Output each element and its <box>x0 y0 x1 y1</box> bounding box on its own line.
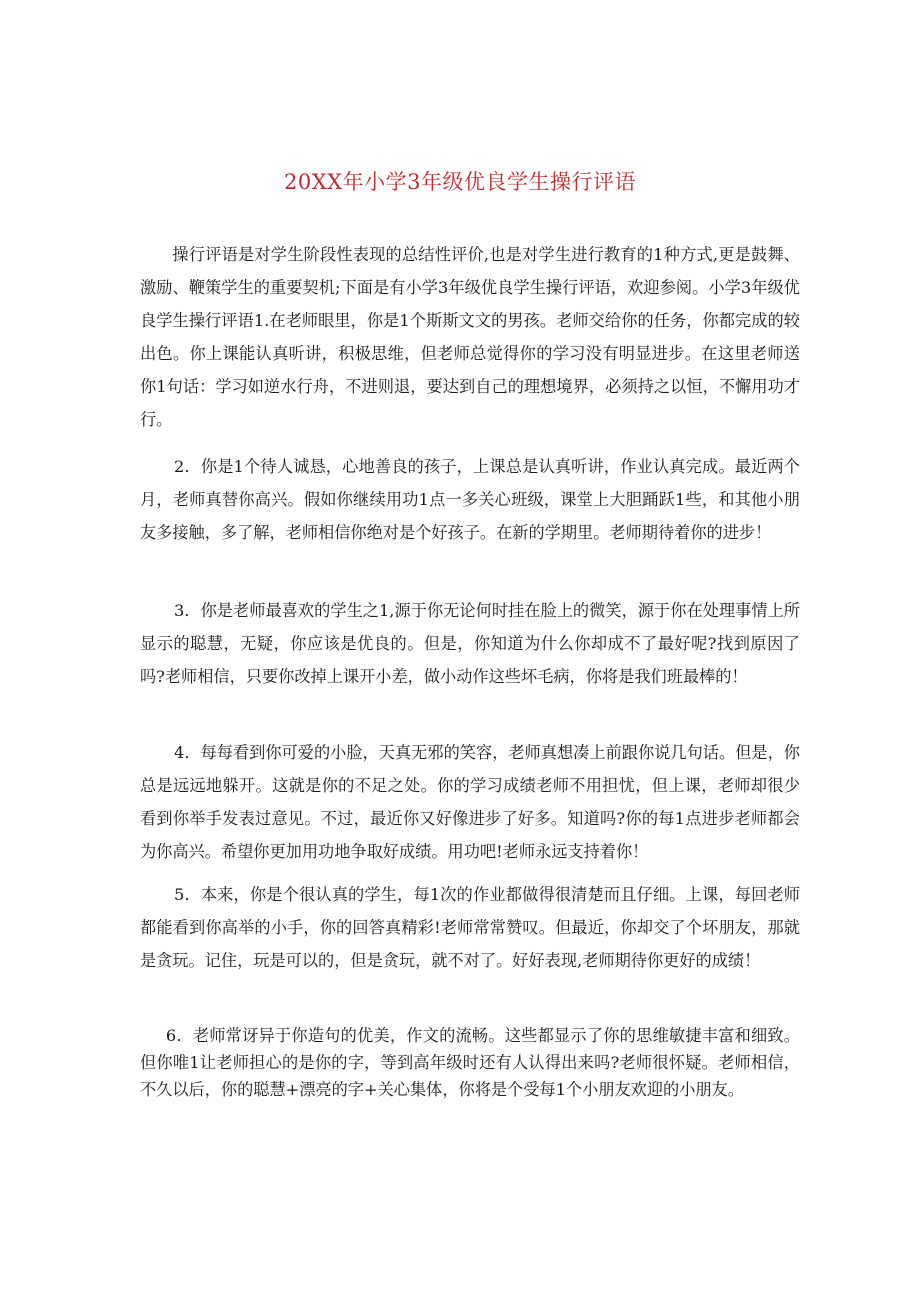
paragraph-intro: 操行评语是对学生阶段性表现的总结性评价,也是对学生进行教育的1种方式,更是鼓舞、激励、鞭策学生的重要契机;下面是有小学3年级优良学生操行评语，欢迎参阅。小学3年级优良学生操行评语1.在老师眼里，你是1个斯斯文文的男孩。老师交给你的任务，你都完成的较出色。你上课能认真听讲，积极思维，但老师总觉得你的学习没有明显进步。在这里老师送你1句话：学习如逆水行舟，不进则退，要达到自己的理想境界，必须持之以恒，不懈用功才行。 <box>140 245 800 429</box>
paragraph-comment-3: 3．你是老师最喜欢的学生之1,源于你无论何时挂在脸上的微笑，源于你在处理事情上所显示的聪慧，无疑，你应该是优良的。但是，你知道为什么你却成不了最好呢?找到原因了吗?老师相信，只要你改掉上课开小差，做小动作这些坏毛病，你将是我们班最棒的！ <box>140 601 800 686</box>
paragraph-comment-5: 5．本来，你是个很认真的学生，每1次的作业都做得很清楚而且仔细。上课，每回老师都能看到你高举的小手，你的回答真精彩!老师常常赞叹。但最近，你却交了个坏朋友，那就是贪玩。记住，玩是可以的，但是贪玩，就不对了。好好表现,老师期待你更好的成绩！ <box>140 885 800 970</box>
paragraph-comment-4: 4．每每看到你可爱的小脸，天真无邪的笑容，老师真想凑上前跟你说几句话。但是，你总是远远地躲开。这就是你的不足之处。你的学习成绩老师不用担忧，但上课，老师却很少看到你举手发表过意见。不过，最近你又好像进步了好多。知道吗?你的每1点进步老师都会为你高兴。希望你更加用功地争取好成绩。用功吧!老师永远支持着你！ <box>140 743 800 861</box>
paragraph-comment-6: 6．老师常讶异于你造句的优美，作文的流畅。这些都显示了你的思维敏捷丰富和细致。但你唯1让老师担心的是你的字，等到高年级时还有人认得出来吗?老师很怀疑。老师相信，不久以后，你的聪慧+漂亮的字+关心集体，你将是个受每1个小朋友欢迎的小朋友。 <box>140 1026 800 1099</box>
paragraph-comment-2: 2．你是1个待人诚恳，心地善良的孩子，上课总是认真听讲，作业认真完成。最近两个月，老师真替你高兴。假如你继续用功1点一多关心班级，课堂上大胆踊跃1些，和其他小朋友多接触，多了解，老师相信你绝对是个好孩子。在新的学期里。老师期待着你的进步！ <box>140 457 800 542</box>
document-title: 20XX年小学3年级优良学生操行评语 <box>284 170 636 194</box>
